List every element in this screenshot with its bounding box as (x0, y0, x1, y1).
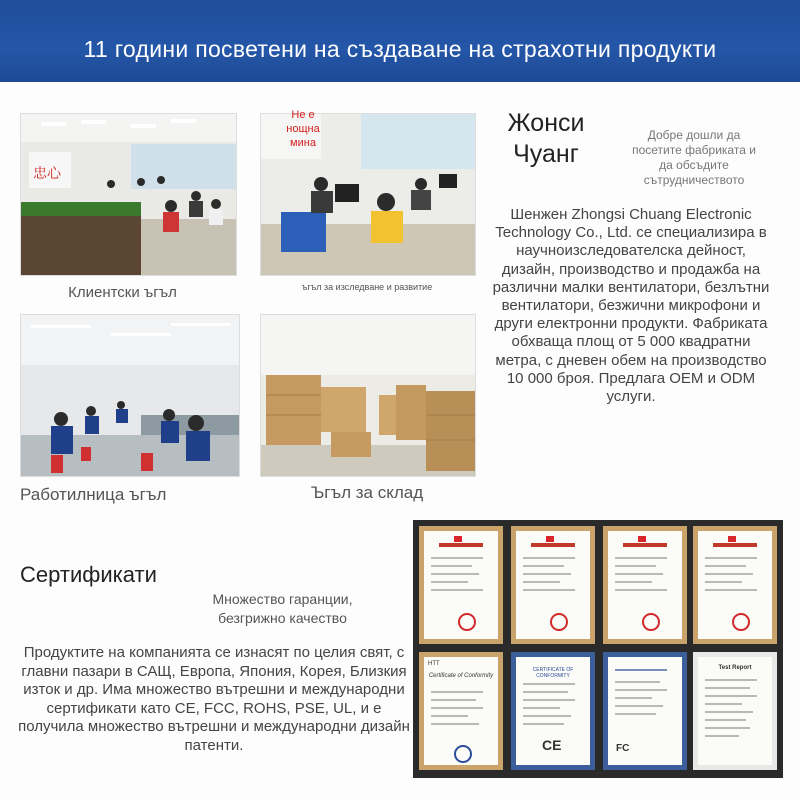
warehouse-photo (260, 314, 476, 477)
svg-text:忠心: 忠心 (33, 166, 61, 182)
ce-certificate-icon: CERTIFICATE OF CONFORMITY CE (511, 652, 595, 770)
patent-certificate-icon (511, 526, 595, 644)
patent-certificate-icon (603, 526, 687, 644)
header-banner (0, 0, 800, 82)
customer-corner-photo (20, 113, 237, 276)
conformity-label: Certificate of Conformity (428, 673, 494, 679)
patent-certificate-icon (693, 526, 777, 644)
rnd-overlay-text: Не е нощна мина (286, 109, 320, 149)
test-report-label: Test Report (718, 665, 752, 671)
customer-corner-caption: Клиентски ъгъл (68, 284, 177, 301)
ce-label: CERTIFICATE OF CONFORMITY (532, 667, 574, 679)
certificates-subtitle: Множество гаранции, безгрижно качество (212, 591, 353, 626)
company-name: Жонси Чуанг (507, 109, 585, 168)
certificates-title: Сертификати (20, 562, 157, 587)
company-description: Шенжен Zhongsi Chuang Electronic Technology Co., Ltd. се специализира в научноизследователска дейност, дизайн, производство и продажба на различни малки вентилатори, безлътни вентилатори, безжични микрофони и други електронни продукти. Фабриката обхваща площ от 5 000 квадратни метра, с дневен обем на производство 10 000 броя. Предлага OEM и ODM услуги. (492, 206, 770, 406)
workshop-photo (20, 314, 240, 477)
banner-title: 11 години посветени на създаване на страхотни продукти (83, 36, 717, 62)
workshop-caption: Работилница ъгъл (20, 485, 167, 504)
patent-certificate-icon (419, 526, 503, 644)
certificates-gallery (413, 520, 783, 778)
certificates-body: Продуктите на компанията се изнасят по целия свят, с главни пазари в САЩ, Европа, Япония, Корея, Близкия изток и др. Има множество вътрешни и международни сертификати като CE, FCC, ROHS, PSE, UL, и е получила множество вътрешни и международни дизайн патенти. (18, 644, 410, 754)
fcc-certificate-icon: FC (603, 652, 687, 770)
warehouse-caption: Ъгъл за склад (310, 483, 424, 502)
certificate-of-conformity-icon: HTT Certificate of Conformity (419, 652, 503, 770)
rnd-corner-caption: ъгъл за изследване и развитие (301, 282, 433, 292)
welcome-text: Добре дошли да посетите фабриката и да обсъдите сътрудничеството (632, 128, 756, 187)
test-report-icon (693, 652, 777, 770)
